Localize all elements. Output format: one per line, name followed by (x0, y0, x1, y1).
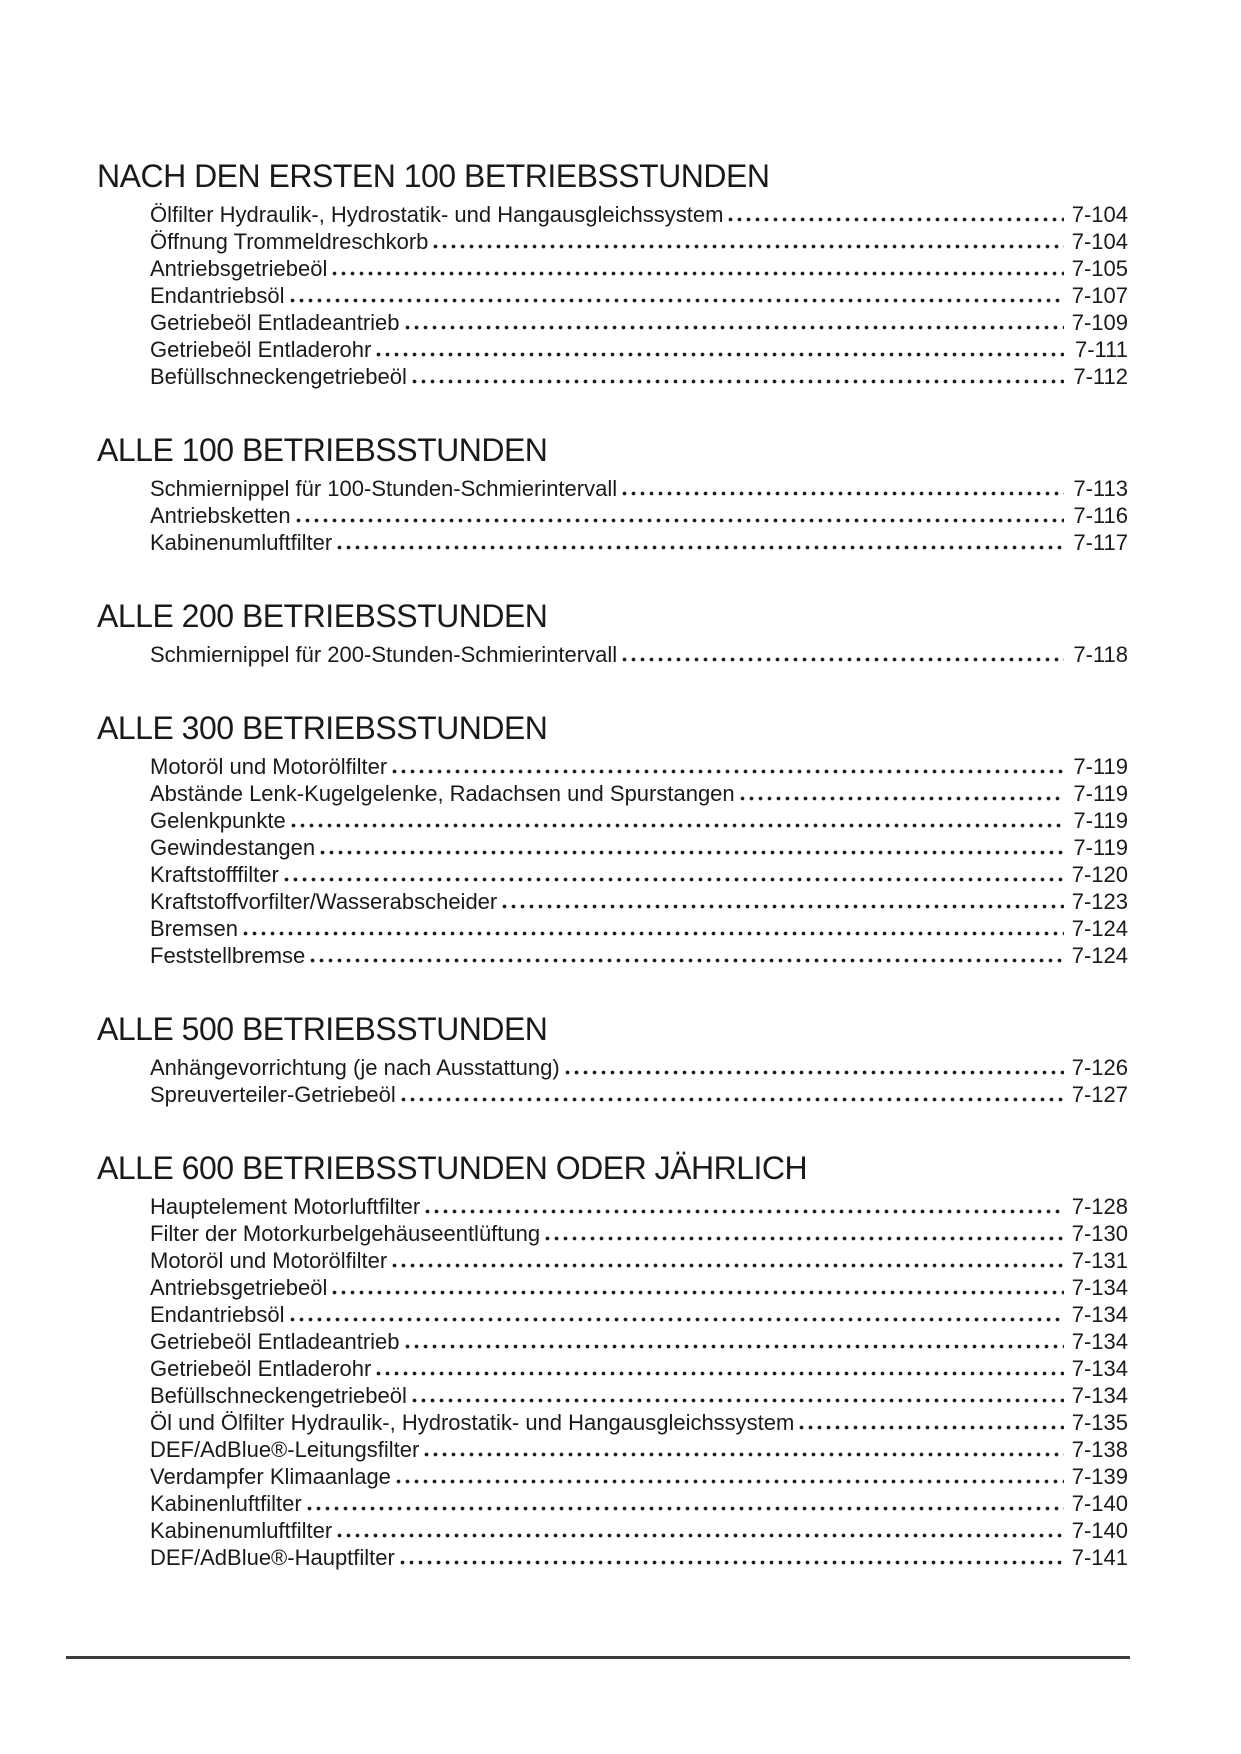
toc-row (150, 888, 1128, 915)
toc-row (150, 942, 1128, 969)
dot-leader (728, 217, 1063, 222)
entry-title: Kraftstofffilter (150, 862, 279, 887)
entry-title: Endantriebsöl (150, 283, 285, 308)
entry-title: Ölfilter Hydraulik-, Hydrostatik- und Hangausgleichssystem (150, 202, 724, 227)
entry-page-number: 7-140 (1071, 1491, 1128, 1516)
toc-row (150, 1355, 1128, 1382)
toc-row (150, 1328, 1128, 1355)
toc-section (0, 432, 1241, 556)
entry-page-number: 7-124 (1071, 943, 1128, 968)
entry-title: Öl und Ölfilter Hydraulik-, Hydrostatik- und Hangausgleichssystem (150, 1410, 795, 1435)
entry-title: Verdampfer Klimaanlage (150, 1464, 391, 1489)
entry-title: DEF/AdBlue®-Hauptfilter (150, 1545, 395, 1570)
entry-page-number: 7-112 (1073, 364, 1128, 389)
section-heading: ALLE 300 BETRIEBSSTUNDEN (97, 710, 548, 746)
toc-section (0, 158, 1241, 390)
entry-title: Kabinenluftfilter (150, 1491, 302, 1516)
toc-row (150, 780, 1128, 807)
toc-row (150, 1436, 1128, 1463)
entry-title: Getriebeöl Entladeantrieb (150, 1329, 400, 1354)
entry-page-number: 7-119 (1073, 835, 1128, 860)
entry-title: Abstände Lenk-Kugelgelenke, Radachsen und Spurstangen (150, 781, 735, 806)
dot-leader (412, 1398, 1064, 1403)
entry-page-number: 7-141 (1071, 1545, 1128, 1570)
dot-leader (392, 769, 1064, 774)
toc-row (150, 1220, 1128, 1247)
dot-leader (392, 1263, 1064, 1268)
dot-leader (332, 271, 1063, 276)
entry-page-number: 7-134 (1071, 1383, 1128, 1408)
entry-title: Filter der Motorkurbelgehäuseentlüftung (150, 1221, 541, 1246)
dot-leader (376, 352, 1064, 357)
entry-title: Befüllschneckengetriebeöl (150, 1383, 407, 1408)
entry-page-number: 7-113 (1073, 476, 1128, 501)
entry-title: Anhängevorrichtung (je nach Ausstattung) (150, 1055, 560, 1080)
toc-row (150, 282, 1128, 309)
entry-page-number: 7-134 (1071, 1275, 1128, 1300)
toc-row (150, 1544, 1128, 1571)
entry-page-number: 7-134 (1071, 1356, 1128, 1381)
dot-leader (400, 1560, 1064, 1565)
entry-title: Feststellbremse (150, 943, 306, 968)
toc-row (150, 753, 1128, 780)
entry-page-number: 7-134 (1071, 1302, 1128, 1327)
dot-leader (412, 379, 1064, 384)
dot-leader (284, 877, 1064, 882)
toc-section (0, 710, 1241, 969)
dot-leader (502, 904, 1063, 909)
section-heading: ALLE 600 BETRIEBSSTUNDEN ODER JÄHRLICH (97, 1150, 808, 1186)
entry-page-number: 7-138 (1071, 1437, 1128, 1462)
dot-leader (565, 1070, 1064, 1075)
entry-title: Kabinenumluftfilter (150, 530, 333, 555)
entry-page-number: 7-127 (1071, 1082, 1128, 1107)
entry-title: Antriebsketten (150, 503, 291, 528)
dot-leader (376, 1371, 1063, 1376)
toc-row (150, 915, 1128, 942)
toc-row (150, 1081, 1128, 1108)
dot-leader (243, 931, 1064, 936)
dot-leader (337, 545, 1064, 550)
toc-row (150, 529, 1128, 556)
entry-title: Befüllschneckengetriebeöl (150, 364, 407, 389)
entry-page-number: 7-107 (1071, 283, 1128, 308)
footer-rule (66, 1656, 1130, 1659)
entry-title: Antriebsgetriebeöl (150, 256, 328, 281)
entry-title: Bremsen (150, 916, 239, 941)
toc-row (150, 309, 1128, 336)
dot-leader (310, 958, 1063, 963)
toc-row (150, 336, 1128, 363)
toc-row (150, 861, 1128, 888)
dot-leader (433, 244, 1063, 249)
dot-leader (425, 1209, 1063, 1214)
entry-title: Gewindestangen (150, 835, 316, 860)
entry-title: Öffnung Trommeldreschkorb (150, 229, 429, 254)
toc-row (150, 1517, 1128, 1544)
entry-title: Hauptelement Motorluftfilter (150, 1194, 421, 1219)
dot-leader (291, 823, 1064, 828)
entry-page-number: 7-123 (1071, 889, 1128, 914)
entry-title: Schmiernippel für 200-Stunden-Schmierintervall (150, 642, 618, 667)
dot-leader (337, 1533, 1064, 1538)
dot-leader (290, 298, 1064, 303)
entry-page-number: 7-130 (1071, 1221, 1128, 1246)
entry-page-number: 7-135 (1071, 1410, 1128, 1435)
dot-leader (405, 325, 1064, 330)
entry-page-number: 7-120 (1071, 862, 1128, 887)
toc-section (0, 1011, 1241, 1108)
entry-page-number: 7-119 (1073, 781, 1128, 806)
toc-row (150, 1274, 1128, 1301)
entry-page-number: 7-104 (1071, 229, 1128, 254)
entry-page-number: 7-119 (1073, 754, 1128, 779)
entry-page-number: 7-134 (1071, 1329, 1128, 1354)
section-heading: NACH DEN ERSTEN 100 BETRIEBSSTUNDEN (97, 158, 770, 194)
toc-row (150, 1247, 1128, 1274)
toc-row (150, 641, 1128, 668)
toc-row (150, 1409, 1128, 1436)
toc-row (150, 363, 1128, 390)
entry-page-number: 7-126 (1071, 1055, 1128, 1080)
entry-title: Schmiernippel für 100-Stunden-Schmierintervall (150, 476, 618, 501)
entry-title: DEF/AdBlue®-Leitungsfilter (150, 1437, 420, 1462)
entry-page-number: 7-105 (1071, 256, 1128, 281)
entry-title: Kraftstoffvorfilter/Wasserabscheider (150, 889, 498, 914)
toc-row (150, 1054, 1128, 1081)
entry-title: Spreuverteiler-Getriebeöl (150, 1082, 396, 1107)
entry-page-number: 7-131 (1071, 1248, 1128, 1273)
dot-leader (799, 1425, 1063, 1430)
dot-leader (401, 1097, 1064, 1102)
entry-title: Antriebsgetriebeöl (150, 1275, 328, 1300)
dot-leader (296, 518, 1064, 523)
toc-row (150, 201, 1128, 228)
section-heading: ALLE 500 BETRIEBSSTUNDEN (97, 1011, 548, 1047)
entry-page-number: 7-117 (1073, 530, 1128, 555)
entry-title: Motoröl und Motorölfilter (150, 1248, 388, 1273)
section-heading: ALLE 100 BETRIEBSSTUNDEN (97, 432, 548, 468)
entry-page-number: 7-109 (1071, 310, 1128, 335)
entry-page-number: 7-111 (1074, 337, 1128, 362)
entry-page-number: 7-104 (1071, 202, 1128, 227)
dot-leader (320, 850, 1064, 855)
entry-title: Getriebeöl Entladeantrieb (150, 310, 400, 335)
entry-title: Getriebeöl Entladerohr (150, 1356, 372, 1381)
dot-leader (405, 1344, 1064, 1349)
toc-section (0, 598, 1241, 668)
entry-page-number: 7-128 (1071, 1194, 1128, 1219)
entry-title: Motoröl und Motorölfilter (150, 754, 388, 779)
toc-row (150, 255, 1128, 282)
dot-leader (545, 1236, 1064, 1241)
dot-leader (424, 1452, 1063, 1457)
entry-page-number: 7-119 (1073, 808, 1128, 833)
toc-row (150, 502, 1128, 529)
toc-section (0, 1150, 1241, 1571)
entry-page-number: 7-139 (1071, 1464, 1128, 1489)
toc-row (150, 807, 1128, 834)
dot-leader (307, 1506, 1064, 1511)
toc-row (150, 475, 1128, 502)
dot-leader (332, 1290, 1063, 1295)
toc-row (150, 1382, 1128, 1409)
toc-row (150, 1490, 1128, 1517)
dot-leader (622, 491, 1064, 496)
entry-title: Gelenkpunkte (150, 808, 286, 833)
entry-title: Kabinenumluftfilter (150, 1518, 333, 1543)
dot-leader (396, 1479, 1064, 1484)
entry-page-number: 7-124 (1071, 916, 1128, 941)
section-heading: ALLE 200 BETRIEBSSTUNDEN (97, 598, 548, 634)
toc-row (150, 1301, 1128, 1328)
toc-row (150, 1193, 1128, 1220)
entry-title: Getriebeöl Entladerohr (150, 337, 372, 362)
dot-leader (622, 657, 1064, 662)
toc-row (150, 1463, 1128, 1490)
toc-row (150, 228, 1128, 255)
toc-row (150, 834, 1128, 861)
entry-title: Endantriebsöl (150, 1302, 285, 1327)
entry-page-number: 7-116 (1073, 503, 1128, 528)
dot-leader (740, 796, 1064, 801)
dot-leader (290, 1317, 1064, 1322)
entry-page-number: 7-140 (1071, 1518, 1128, 1543)
entry-page-number: 7-118 (1073, 642, 1128, 667)
